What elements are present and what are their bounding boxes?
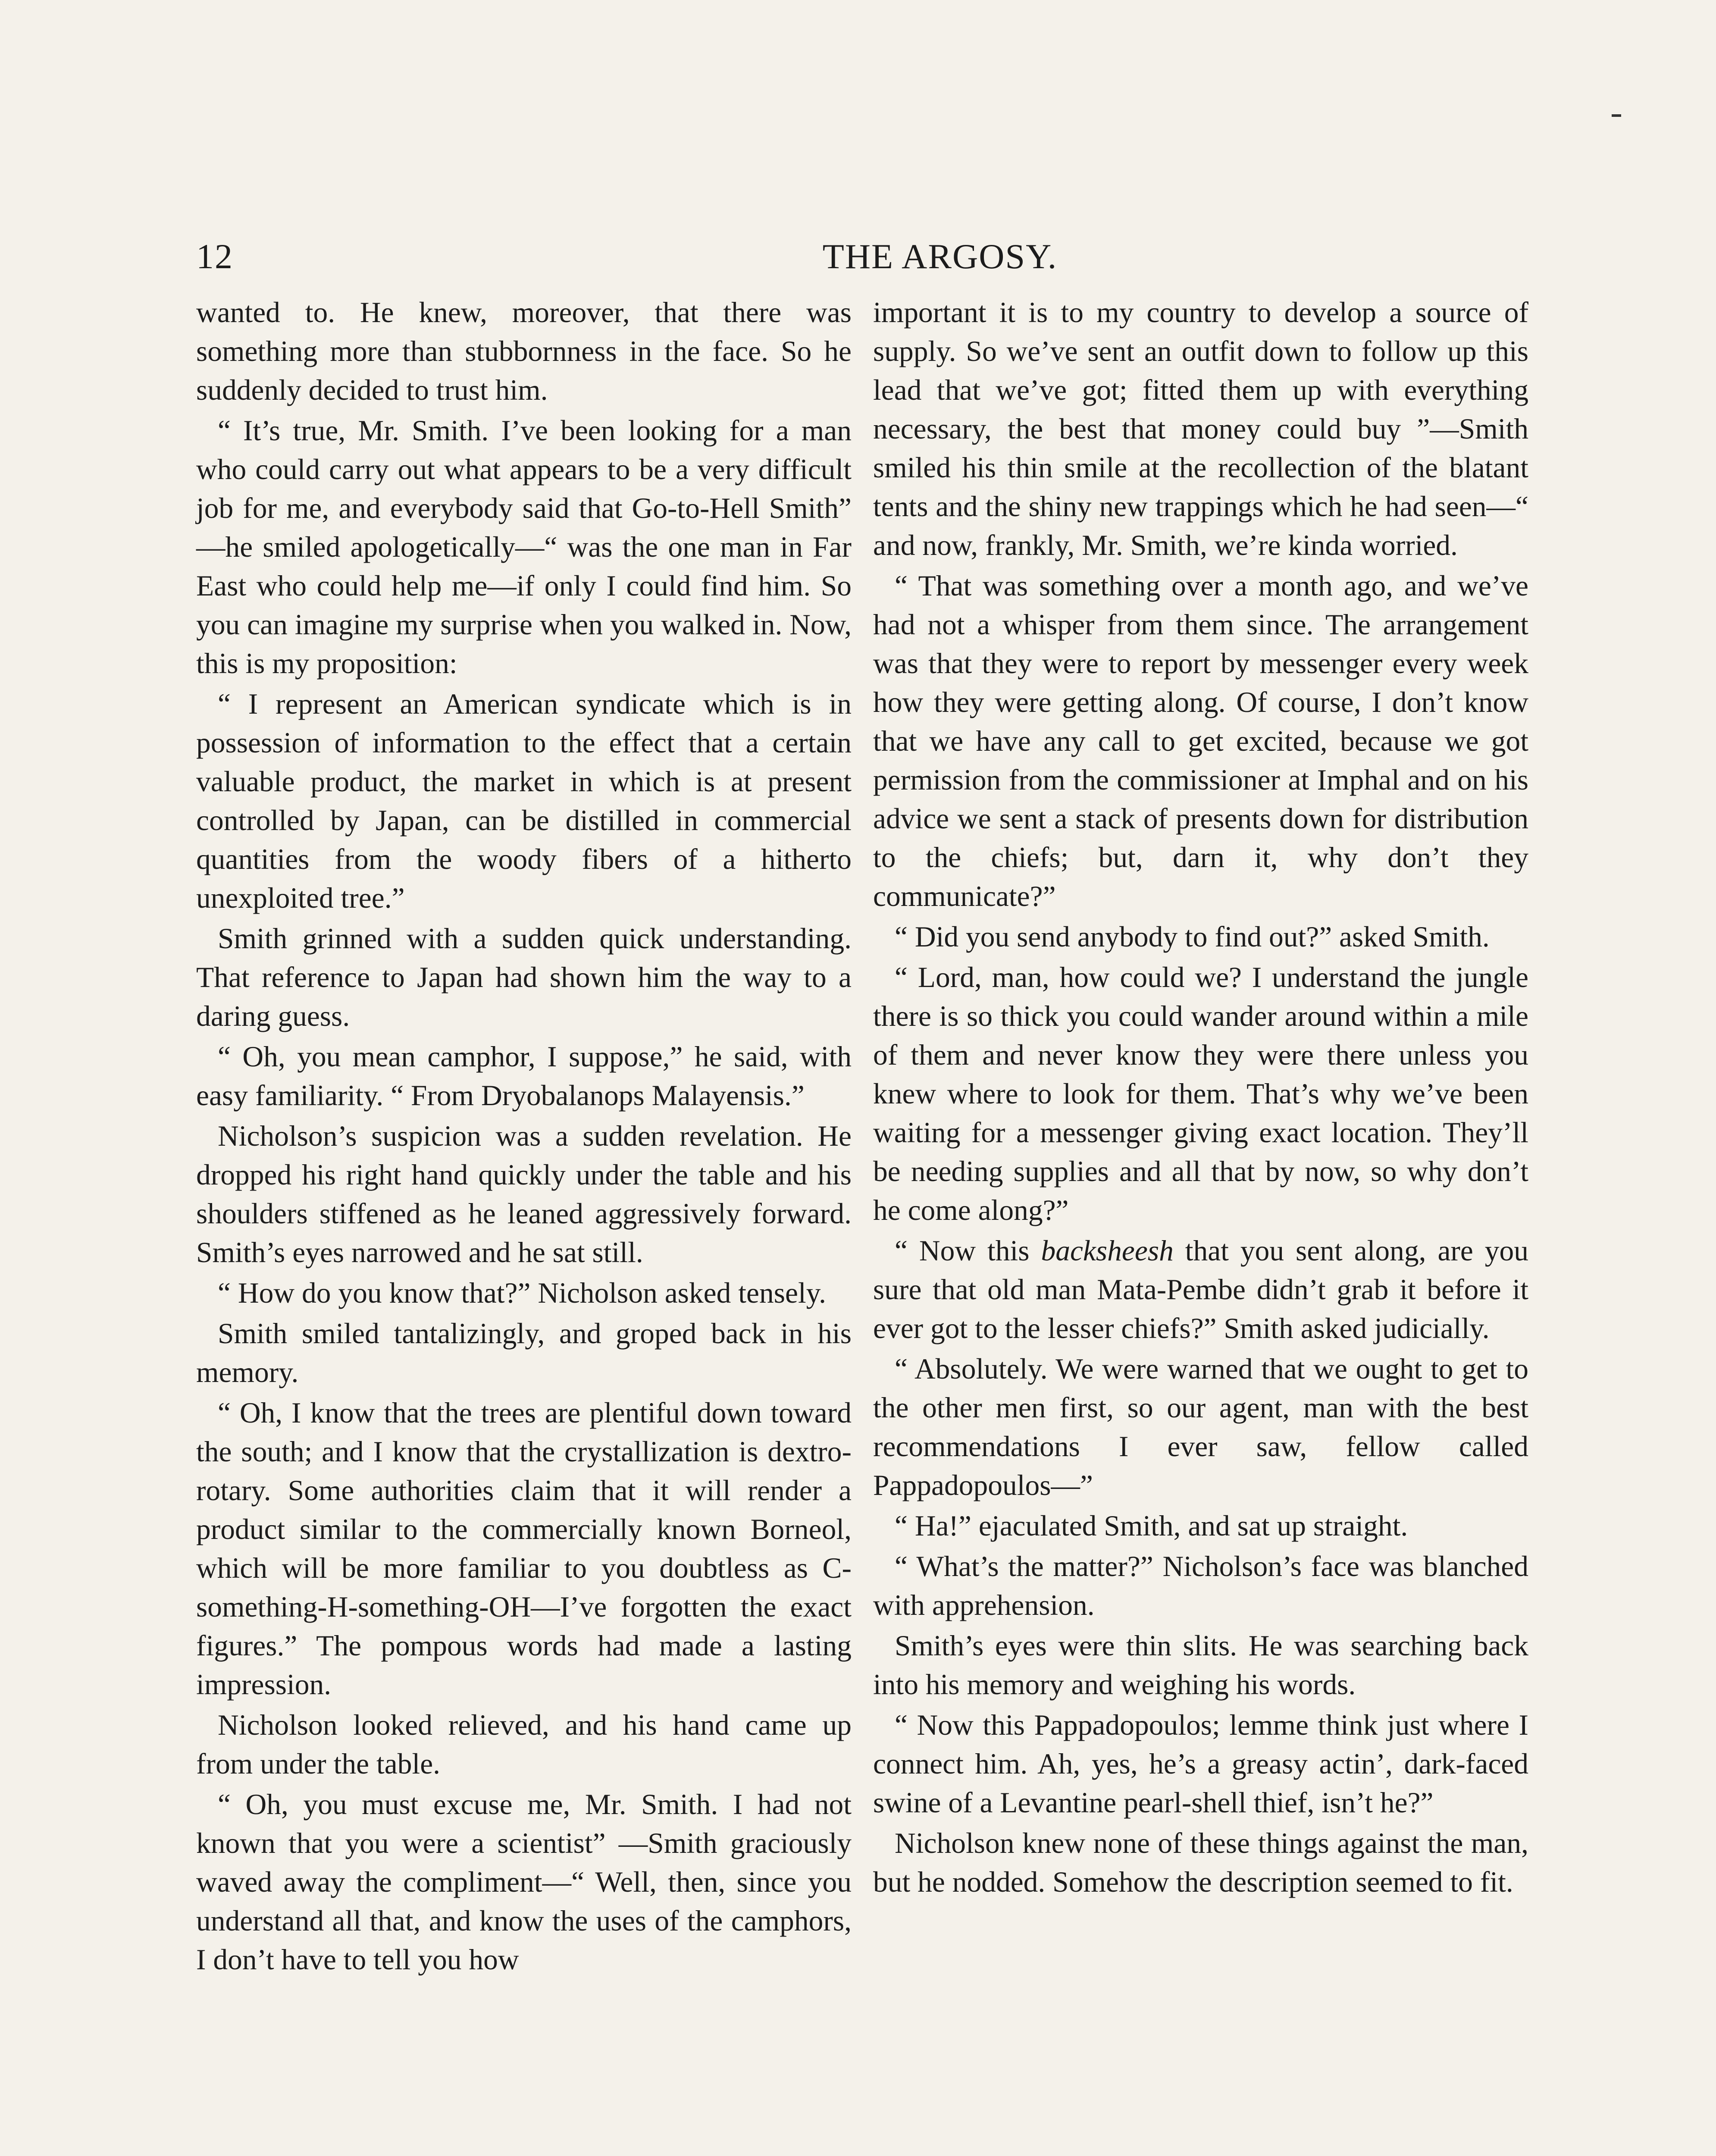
paragraph: “ Absolutely. We were warned that we ought to get to the other men first, so our agent, man with the best recommendations I ever saw, fellow called Pappadopoulos—” [873, 1353, 1528, 1501]
paragraph: “ What’s the matter?” Nicholson’s face was blanched with apprehension. [873, 1550, 1528, 1621]
scan-mark [1612, 114, 1621, 117]
paragraph: “ Did you send anybody to find out?” asked Smith. [895, 921, 1490, 953]
paragraph: “ That was something over a month ago, and we’ve had not a whisper from them since. The arrangement was that they were to report by messenger every week how they were getting along. Of course, I don’t know that we have any call to get excited, because we got permission from the commissioner at Imphal and on his advice we sent a stack of presents down for distribution to the chiefs; but, darn it, why don’t they communicate?” [873, 570, 1528, 912]
italic-word: backsheesh [1041, 1235, 1174, 1267]
paragraph: “ I represent an American syndicate which is in possession of information to the effect that a certain valuable product, the market in which is at present controlled by Japan, can be distilled in commercial quantities from the woody fibers of a hitherto unexploited tree.” [196, 688, 852, 914]
paragraph: Smith grinned with a sudden quick understanding. That reference to Japan had shown him the way to a daring guess. [196, 922, 852, 1032]
paragraph: “ Lord, man, how could we? I understand the jungle there is so thick you could wander around within a mile of them and never know they were there unless you knew where to look for them. That’s why we’ve been waiting for a messenger giving exact location. They’ll be needing supplies and all that by now, so why don’t he come along?” [873, 961, 1528, 1226]
paragraph: important it is to my country to develop a source of supply. So we’ve sent an outfit down to follow up this lead that we’ve got; fitted them up with everything necessary, the best that money could buy ”—Smith smiled his thin smile at the recollection of the blatant tents and the shiny new trappings which he had seen—“ and now, frankly, Mr. Smith, we’re kinda worried. [873, 296, 1528, 561]
paragraph: Smith’s eyes were thin slits. He was searching back into his memory and weighing his words. [873, 1630, 1528, 1701]
paragraph: “ Oh, you mean camphor, I suppose,” he said, with easy familiarity. “ From Dryobalanops Malayensis.” [196, 1040, 852, 1112]
text-run: that you sent along, are you sure that old man Mata-Pembe didn’t grab it before it ever got to the lesser chiefs?” Smith asked judicially. [873, 1235, 1529, 1344]
left-column [196, 293, 852, 1981]
page-header [196, 233, 1684, 280]
paragraph: Nicholson knew none of these things against the man, but he nodded. Somehow the description seemed to fit. [873, 1827, 1528, 1898]
paragraph: wanted to. He knew, moreover, that there was something more than stubbornness in the face. So he suddenly decided to trust him. [196, 296, 852, 406]
text-run: “ Now this [895, 1235, 1041, 1267]
paragraph: “ Ha!” ejaculated Smith, and sat up straight. [895, 1510, 1408, 1542]
page-number: 12 [196, 237, 233, 276]
paragraph: “ Oh, I know that the trees are plentiful down toward the south; and I know that the crystallization is dextro-rotary. Some authorities claim that it will render a product similar to the commercially known Borneol, which will be more familiar to you doubtless as C-something-H-something-OH—I’ve forgotten the exact figures.” The pompous words had made a lasting impression. [196, 1397, 852, 1701]
paragraph [873, 1232, 1528, 1348]
paragraph: Smith smiled tantalizingly, and groped back in his memory. [196, 1317, 852, 1388]
paragraph: “ It’s true, Mr. Smith. I’ve been looking for a man who could carry out what appears to be a very difficult job for me, and everybody said that Go-to-Hell Smith” —he smiled apologetically—“ was the one man in Far East who could help me—if only I could find him. So you can imagine my surprise when you walked in. Now, this is my proposition: [196, 414, 852, 680]
paragraph: “ Oh, you must excuse me, Mr. Smith. I had not known that you were a scientist” —Smith graciously waved away the compliment—“ Well, then, since you understand all that, and know the uses of the camphors, I don’t have to tell you how [196, 1788, 852, 1976]
paragraph: “ Now this Pappadopoulos; lemme think just where I connect him. Ah, yes, he’s a greasy actin’, dark-faced swine of a Levantine pearl-shell thief, isn’t he?” [873, 1709, 1528, 1819]
right-column [873, 293, 1528, 1903]
paragraph: “ How do you know that?” Nicholson asked tensely. [218, 1277, 826, 1309]
paragraph: Nicholson looked relieved, and his hand came up from under the table. [196, 1709, 852, 1780]
paragraph: Nicholson’s suspicion was a sudden revelation. He dropped his right hand quickly under the table and his shoulders stiffened as he leaned aggressively forward. Smith’s eyes narrowed and he sat still. [196, 1120, 852, 1269]
magazine-title: THE ARGOSY. [822, 237, 1058, 276]
